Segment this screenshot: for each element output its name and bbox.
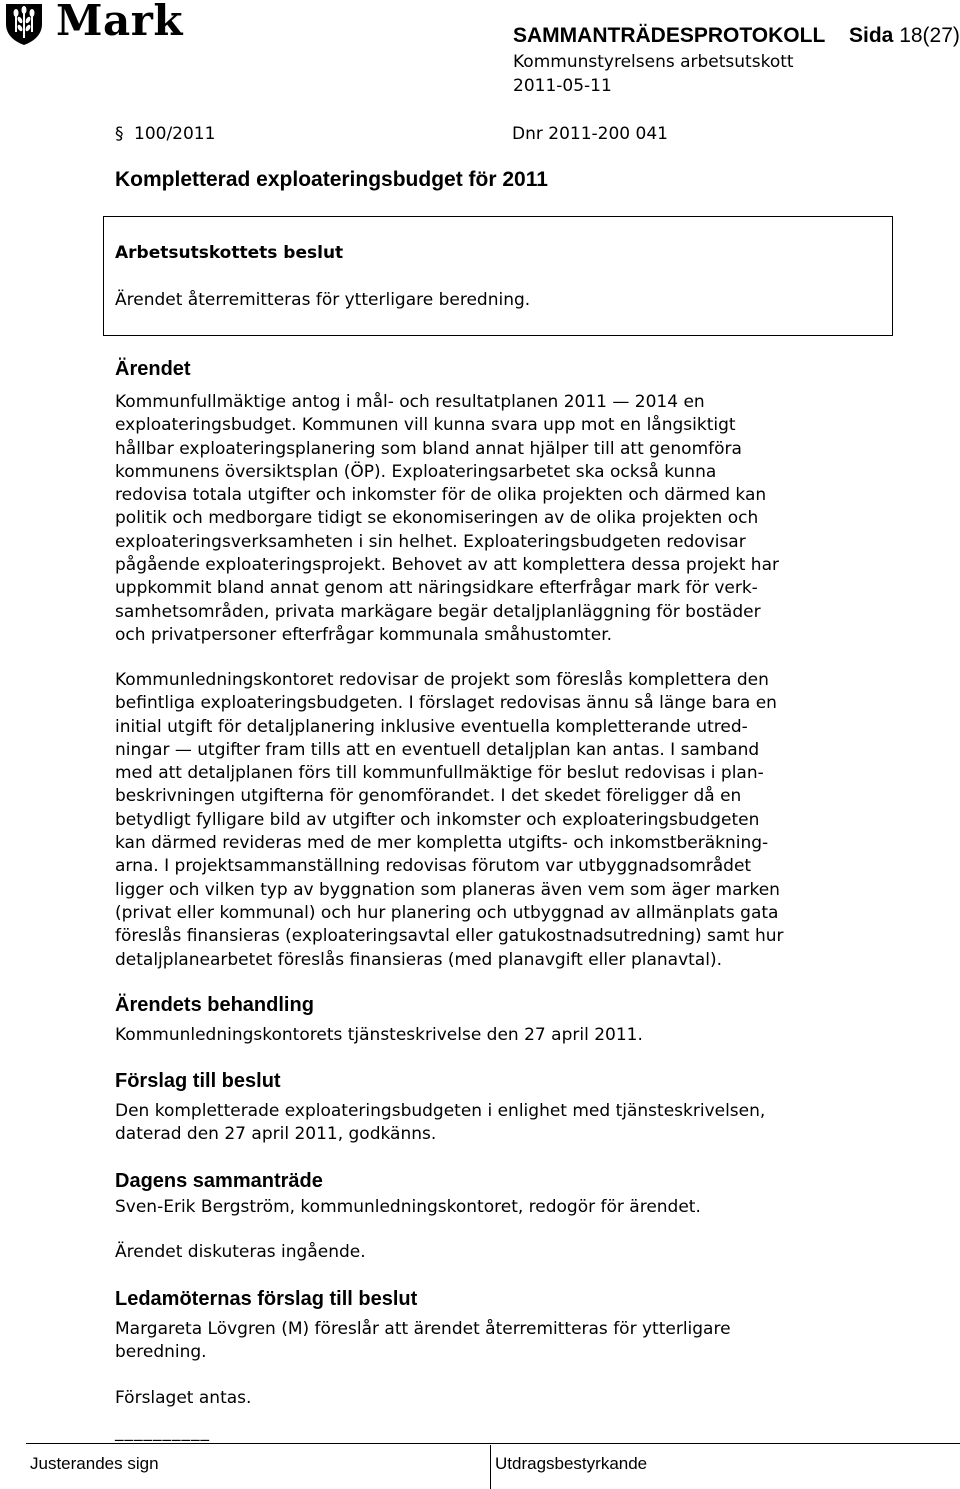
footer-rule: [26, 1443, 960, 1444]
decision-text: Ärendet återremitteras för ytterligare beredning.: [115, 290, 531, 310]
logo: [2, 0, 183, 46]
document-type: SAMMANTRÄDESPROTOKOLL: [513, 24, 826, 47]
behandling-text: Kommunledningskontorets tjänsteskrivelse den 27 april 2011.: [115, 1025, 643, 1045]
page-number: 18(27): [899, 24, 960, 47]
page-indicator: [849, 24, 960, 48]
arendet-paragraph-1: Kommunfullmäktige antog i mål- och resultatplanen 2011 — 2014 en exploateringsbudget. Kommunen vill kunna svara upp mot en långsiktigt hållbar exploateringsplanering som bland annat hjälper till att genomföra kommunens översiktsplan (ÖP). Exploateringsarbetet ska också kunna redovisa totala utgifter och inkomster för de olika projekten och därmed kan politik och medborgare tidigt se ekonomiseringen av de olika projekten och exploateringsverksamheten i sin helhet. Exploateringsbudgeten redovisar pågående exploateringsprojekt. Behovet av att komplettera dessa projekt har uppkommit bland annat genom att näringsidkare efterfrågar mark för verk- samhetsområden, privata markägare begär detaljplanläggning för bostäder och privatpersoner efterfrågar kommunala småhustomter.: [115, 392, 779, 645]
ledamoter-text-1: Margareta Lövgren (M) föreslår att ärendet återremitteras för ytterligare beredning.: [115, 1319, 731, 1363]
arendet-paragraph-2: Kommunledningskontoret redovisar de projekt som föreslås komplettera den befintliga exploateringsbudgeten. I förslaget redovisas ännu så länge bara en initial utgift för detaljplanering inklusive eventuella kompletterande utred- ningar — utgifter fram tills att en eventuell detaljplan kan antas. I samband med att detaljplanen förs till kommunfullmäktige för beslut redovisas i plan- beskrivningen utgifterna för genomförandet. I det skedet föreligger då en betydligt fylligare bild av utgifter och inkomster och exploateringsbudgeten kan därmed revideras med de mer kompletta utgifts- och inkomstberäkning- arna. I projektsammanställning redovisas förutom var utbyggnadsområdet ligger och vilken typ av byggnation som planeras även vem som äger marken (privat eller kommunal) och hur planering och utbyggnad av allmänplats gata föreslås finansieras (exploateringsavtal eller gatukostnadsutredning) samt hur detaljplanearbetet föreslås finansieras (med planavgift eller planavtal).: [115, 670, 784, 970]
page-label: Sida: [849, 24, 894, 47]
dagens-text-2: Ärendet diskuteras ingående.: [115, 1242, 366, 1262]
footer-certification-label: Utdragsbestyrkande: [495, 1454, 648, 1473]
committee-name: Kommunstyrelsens arbetsutskott: [513, 52, 794, 72]
brand-name: Mark: [56, 0, 183, 45]
decision-box: [103, 216, 893, 336]
section-sign-icon: §: [115, 124, 124, 144]
separator-rule: __________: [115, 1422, 210, 1442]
footer-divider: [490, 1445, 491, 1489]
footer-signature-label: Justerandes sign: [30, 1454, 159, 1473]
ledamoter-text-2: Förslaget antas.: [115, 1388, 252, 1408]
forslag-text: Den kompletterade exploateringsbudgeten i enlighet med tjänsteskrivelsen, daterad den 27 april 2011, godkänns.: [115, 1101, 766, 1145]
dagens-heading: Dagens sammanträde: [115, 1170, 323, 1192]
ledamoter-heading: Ledamöternas förslag till beslut: [115, 1288, 418, 1310]
case-title: Kompletterad exploateringsbudget för 2011: [115, 168, 548, 191]
dagens-text-1: Sven-Erik Bergström, kommunledningskontoret, redogör för ärendet.: [115, 1197, 701, 1217]
diary-number: Dnr 2011-200 041: [512, 124, 668, 144]
forslag-heading: Förslag till beslut: [115, 1070, 281, 1092]
meeting-date: 2011-05-11: [513, 76, 612, 96]
arendet-heading: Ärendet: [115, 358, 191, 380]
behandling-heading: Ärendets behandling: [115, 994, 314, 1016]
municipal-crest-icon: [2, 2, 46, 46]
case-number: 100/2011: [134, 124, 216, 144]
decision-heading: Arbetsutskottets beslut: [115, 243, 344, 263]
